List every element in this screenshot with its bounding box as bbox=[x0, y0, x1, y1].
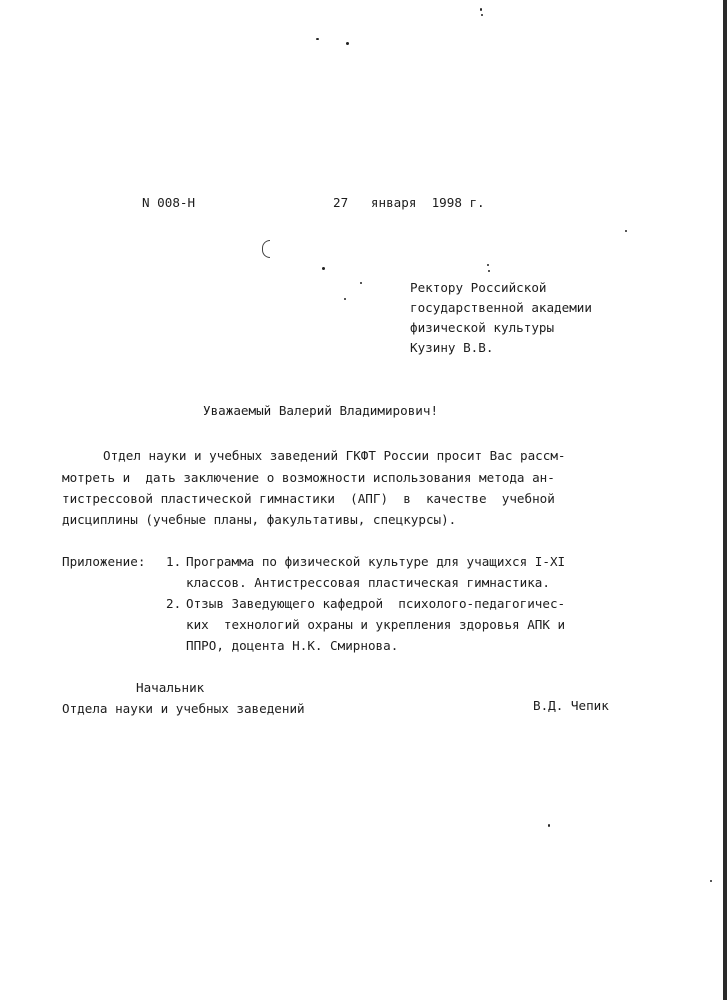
addressee-line: государственной академии bbox=[410, 300, 592, 315]
attachments-label: Приложение: bbox=[62, 554, 146, 569]
scan-speck bbox=[625, 230, 627, 232]
attachment-number: 1. bbox=[166, 554, 182, 569]
scan-speck bbox=[316, 38, 319, 40]
salutation: Уважаемый Валерий Владимирович! bbox=[203, 403, 439, 418]
scan-speck bbox=[344, 298, 346, 300]
scan-speck bbox=[710, 880, 712, 882]
scan-edge bbox=[723, 0, 727, 1000]
signature-department: Отдела науки и учебных заведений bbox=[62, 701, 305, 716]
body-line: Отдел науки и учебных заведений ГКФТ России просит Вас рассм- bbox=[103, 448, 566, 463]
scan-speck bbox=[346, 42, 349, 45]
attachment-line: ППРО, доцента Н.К. Смирнова. bbox=[186, 638, 399, 653]
document-date: 27 января 1998 г. bbox=[333, 195, 485, 210]
addressee-line: Кузину В.В. bbox=[410, 340, 494, 355]
scan-speck bbox=[548, 824, 550, 827]
scan-mark bbox=[262, 240, 270, 258]
scan-speck bbox=[360, 282, 362, 284]
attachment-line: ких технологий охраны и укрепления здоровья АПК и bbox=[186, 617, 566, 632]
signature-title: Начальник bbox=[136, 680, 205, 695]
scan-speck bbox=[322, 267, 325, 270]
scan-speck bbox=[481, 14, 483, 16]
body-line: дисциплины (учебные планы, факультативы, спецкурсы). bbox=[62, 512, 457, 527]
attachment-number: 2. bbox=[166, 596, 182, 611]
addressee-line: Ректору Российской bbox=[410, 280, 547, 295]
attachment-line: классов. Антистрессовая пластическая гимнастика. bbox=[186, 575, 550, 590]
attachment-line: Отзыв Заведующего кафедрой психолого-педагогичес- bbox=[186, 596, 566, 611]
addressee-line: физической культуры bbox=[410, 320, 555, 335]
signature-name: В.Д. Чепик bbox=[533, 698, 609, 713]
scan-speck bbox=[488, 270, 490, 272]
body-line: тистрессовой пластической гимнастики (АПГ) в качестве учебной bbox=[62, 491, 555, 506]
scan-speck bbox=[487, 264, 489, 266]
attachment-line: Программа по физической культуре для учащихся I-XI bbox=[186, 554, 566, 569]
document-number: N 008-Н bbox=[142, 195, 196, 210]
scan-speck bbox=[480, 8, 482, 11]
body-line: мотреть и дать заключение о возможности использования метода ан- bbox=[62, 470, 555, 485]
